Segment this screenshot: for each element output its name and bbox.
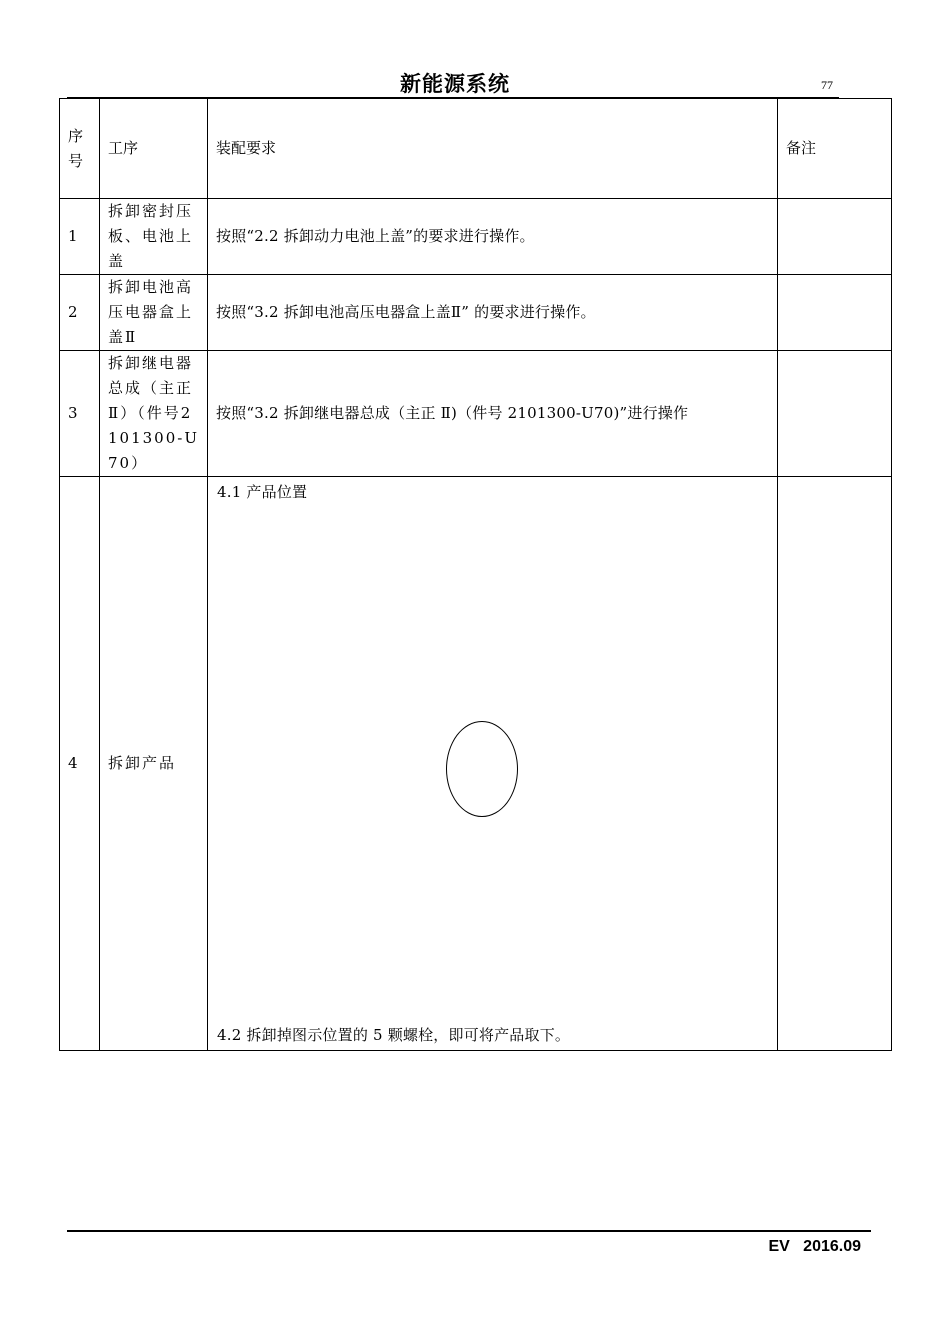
row-process: 拆卸电池高压电器盒上盖Ⅱ [100,275,208,351]
row-remark [778,351,892,477]
row-requirement: 按照“3.2 拆卸继电器总成（主正 Ⅱ)（件号 2101300-U70)”进行操作 [208,351,778,477]
footer-rule [67,1230,871,1232]
row-process: 拆卸产品 [100,477,208,1051]
figure-caption-position: 4.1 产品位置 [217,483,308,501]
row-no: 4 [60,477,100,1051]
row-remark [778,199,892,275]
figure-caption-instruction: 4.2 拆卸掉图示位置的 5 颗螺栓，即可将产品取下。 [217,1026,571,1044]
figure-placeholder-oval [446,721,518,817]
row-no: 3 [60,351,100,477]
row-no: 1 [60,199,100,275]
header-process: 工序 [100,99,208,199]
row-requirement: 按照“3.2 拆卸电池高压电器盒上盖Ⅱ” 的要求进行操作。 [208,275,778,351]
table-row [60,477,892,1051]
header-remark: 备注 [778,99,892,199]
header-no: 序号 [60,99,100,199]
table-row [60,199,892,275]
row-requirement: 按照“2.2 拆卸动力电池上盖”的要求进行操作。 [208,199,778,275]
page-title: 新能源系统 [400,72,510,96]
table-row [60,275,892,351]
row-process: 拆卸继电器总成（主正Ⅱ）（件号2101300-U70） [100,351,208,477]
table-header-row [60,99,892,199]
assembly-table [59,98,892,1051]
header-requirement: 装配要求 [208,99,778,199]
footer-edition: EV 2016.09 [768,1238,861,1255]
row-process: 拆卸密封压板、电池上盖 [100,199,208,275]
page-number: 77 [821,78,833,92]
table-row [60,351,892,477]
row-no: 2 [60,275,100,351]
row-requirement-figure-cell [208,477,778,1051]
row-remark [778,275,892,351]
row-remark [778,477,892,1051]
